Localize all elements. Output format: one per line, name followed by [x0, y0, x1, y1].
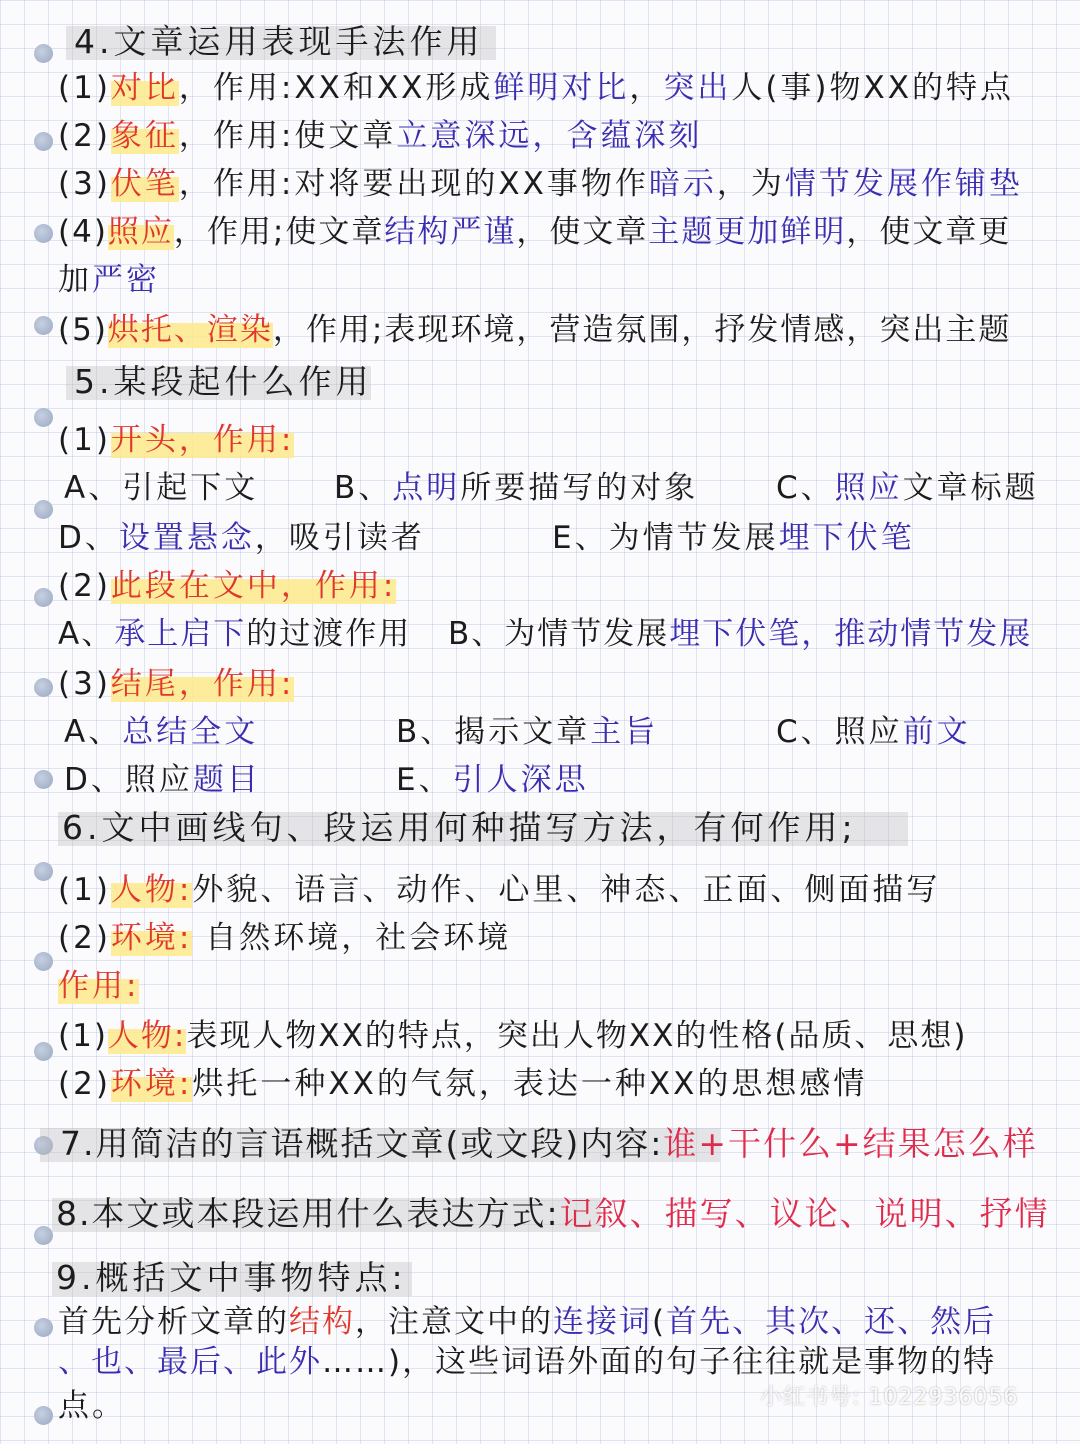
key-phrase: 情节发展作铺垫 [784, 166, 1023, 202]
list-item [58, 1062, 867, 1106]
item-text: 加 [58, 262, 92, 298]
technique-term: 对比 [110, 70, 179, 106]
section-7-title: 7.用简洁的言语概括文章(或文段)内容: [60, 1124, 664, 1163]
section-8-title: 8.本文或本段运用什么表达方式: [56, 1194, 560, 1233]
list-item [58, 308, 1011, 352]
technique-term: 烘托、渲染 [107, 312, 273, 348]
key-phrase: 立意深远，含蕴深刻 [396, 118, 703, 154]
section-6-title: 6.文中画线句、段运用何种描写方法，有何作用; [62, 808, 857, 847]
item-text: ，使文章更 [846, 214, 1012, 250]
section-4-title: 4.文章运用表现手法作用 [74, 22, 484, 61]
binder-hole [34, 316, 53, 335]
item-text: ，使文章 [516, 214, 649, 250]
item-text: ，为 [716, 166, 785, 202]
list-item [58, 916, 511, 960]
method-term: 人物: [110, 872, 193, 908]
item-number: (2) [58, 1066, 111, 1102]
key-phrase: 连接词 [553, 1304, 652, 1340]
binder-hole [34, 1318, 53, 1337]
item-number: (1) [58, 70, 111, 106]
method-term: 环境: [110, 920, 193, 956]
option-b: B、揭示文章主旨 [396, 714, 659, 750]
technique-term: 照应 [107, 214, 174, 250]
effect-label: 作用: [58, 968, 140, 1004]
binder-hole [34, 588, 53, 607]
list-item-continuation [58, 258, 160, 302]
option-c: C、照应前文 [776, 714, 971, 750]
option-d: D、设置悬念，吸引读者 [58, 520, 425, 556]
item-text: ，作用:XX和XX形成 [178, 70, 494, 106]
option-d: D、照应题目 [64, 762, 261, 798]
paragraph-line: 首先分析文章的结构，注意文中的连接词(首先、其次、还、然后 [58, 1304, 997, 1340]
item-text: 人(事)物XX的特点 [731, 70, 1014, 106]
section-7 [60, 1122, 1038, 1166]
list-item [58, 162, 1023, 206]
item-number: (2) [58, 118, 111, 154]
option-a: A、引起下文 [64, 470, 259, 506]
item-text: 外貌、语言、动作、心里、神态、正面、侧面描写 [192, 872, 941, 908]
section-9-title: 9.概括文中事物特点: [56, 1258, 407, 1297]
item-text: ，作用;表现环境，营造氛围，抒发情感，突出主题 [272, 312, 1012, 348]
binder-hole [34, 408, 53, 427]
key-phrase: 突出 [663, 70, 732, 106]
item-number: (3) [58, 166, 111, 202]
binder-hole [34, 224, 53, 243]
sub-heading [58, 662, 294, 706]
key-phrase: 暗示 [648, 166, 717, 202]
binder-hole [34, 862, 53, 881]
item-number: (1) [58, 422, 111, 458]
technique-term: 象征 [110, 118, 179, 154]
binder-hole [34, 1226, 53, 1245]
list-item [58, 1014, 968, 1058]
item-number: (2) [58, 920, 111, 956]
watermark: 小红书号: 1022936056 [760, 1385, 1019, 1410]
binder-hole [34, 500, 53, 519]
sub-heading [58, 418, 294, 462]
option-a: A、承上启下的过渡作用 [58, 616, 412, 652]
list-item [58, 210, 1011, 254]
key-phrase: 结构严谨 [384, 214, 517, 250]
binder-hole [34, 1042, 53, 1061]
item-number: (5) [58, 312, 108, 348]
option-a: A、总结全文 [64, 714, 259, 750]
method-term: 人物: [107, 1018, 187, 1054]
item-number: (4) [58, 214, 108, 250]
item-text: ，作用;使文章 [173, 214, 385, 250]
binder-hole [34, 770, 53, 789]
paragraph-line: 点。 [58, 1388, 126, 1424]
option-b: B、为情节发展埋下伏笔，推动情节发展 [448, 616, 1033, 652]
section-7-answer: 谁+干什么+结果怎么样 [663, 1124, 1038, 1163]
option-e: E、引人深思 [396, 762, 589, 798]
method-term: 环境: [110, 1066, 193, 1102]
technique-term: 伏笔 [110, 166, 179, 202]
item-text: 烘托一种XX的气氛，表达一种XX的思想感情 [192, 1066, 868, 1102]
item-text: 自然环境，社会环境 [192, 920, 512, 956]
key-phrase: 严密 [92, 262, 160, 298]
binder-hole [34, 1406, 53, 1425]
item-text: ，作用:使文章 [178, 118, 397, 154]
key-phrase: 鲜明对比 [493, 70, 630, 106]
section-8-answer: 记叙、描写、议论、说明、抒情 [559, 1194, 1050, 1233]
item-text: ，作用:对将要出现的XX事物作 [178, 166, 649, 202]
list-item [58, 66, 1014, 110]
key-phrase: 主题更加鲜明 [648, 214, 847, 250]
item-number: (1) [58, 1018, 108, 1054]
key-phrase: 首先、其次、还、然后 [666, 1304, 997, 1340]
item-text: 表现人物XX的特点，突出人物XX的性格(品质、思想) [186, 1018, 968, 1054]
sub-heading [58, 564, 396, 608]
sub-heading-label: 开头，作用: [110, 422, 295, 458]
paragraph-line: 、也、最后、此外……)，这些词语外面的句子往往就是事物的特 [58, 1344, 997, 1380]
key-phrase: 、也、最后、此外 [58, 1344, 322, 1380]
item-number: (3) [58, 666, 111, 702]
option-e: E、为情节发展埋下伏笔 [552, 520, 915, 556]
section-8 [56, 1192, 1050, 1236]
binder-hole [34, 678, 53, 697]
key-phrase: 结构 [289, 1304, 355, 1340]
binder-hole [34, 44, 53, 63]
option-b: B、点明所要描写的对象 [334, 470, 699, 506]
list-item [58, 114, 702, 158]
item-text: ， [629, 70, 664, 106]
item-number: (1) [58, 872, 111, 908]
item-number: (2) [58, 568, 111, 604]
sub-heading-label: 此段在文中，作用: [110, 568, 397, 604]
list-item [58, 868, 940, 912]
binder-hole [34, 952, 53, 971]
sub-heading-label: 结尾，作用: [110, 666, 295, 702]
section-5-title: 5.某段起什么作用 [74, 362, 373, 401]
option-c: C、照应文章标题 [776, 470, 1039, 506]
binder-hole [34, 132, 53, 151]
